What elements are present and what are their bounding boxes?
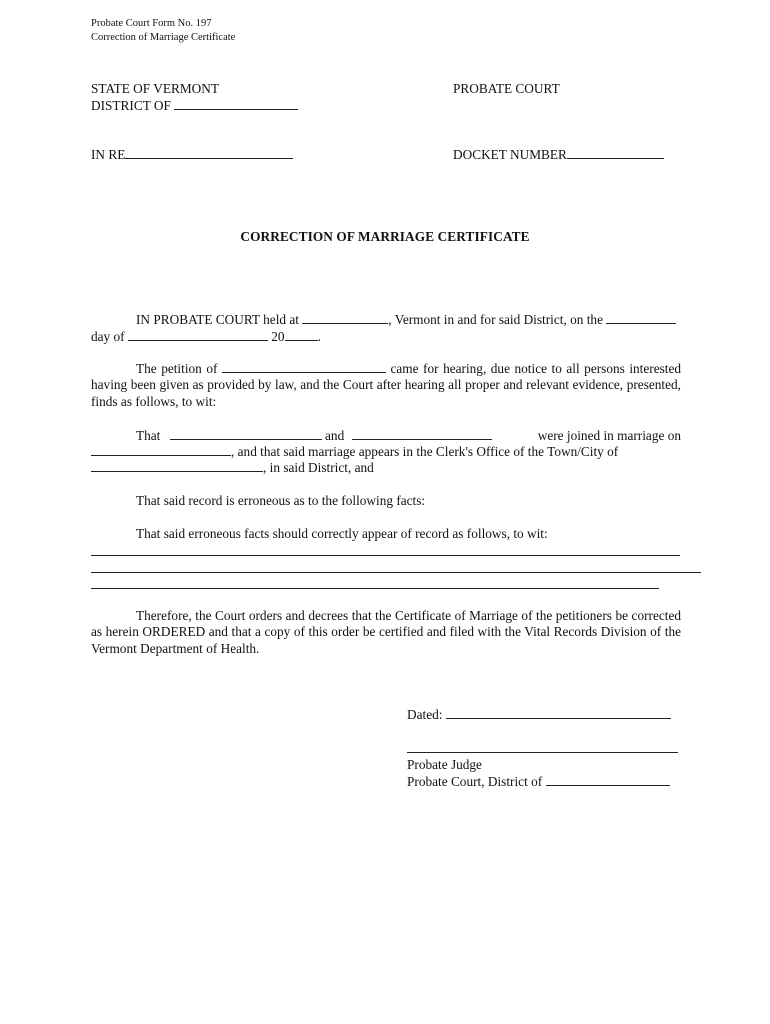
document-title: CORRECTION OF MARRIAGE CERTIFICATE (240, 229, 530, 244)
paragraph-1-line-1 (91, 311, 676, 328)
dated-field[interactable] (446, 707, 671, 719)
correction-line-3[interactable] (91, 588, 659, 589)
district-line (91, 97, 298, 114)
p6-text: Therefore, the Court orders and decrees that the Certificate of Marriage of the petitioners be corrected as herein ORDERED and that a copy of this order be certified and filed with the Vital Records Division of the Vermont Department of Health. (91, 608, 681, 656)
paragraph-5: That said erroneous facts should correctly appear of record as follows, to wit: (136, 526, 548, 541)
in-re-line (91, 146, 293, 163)
form-name: Correction of Marriage Certificate (91, 32, 236, 43)
p2-text-b: came for hearing, due notice to all persons interested having been given as provided by law, and the Court after hearing all proper and relevant evidence, presented, finds as follows, to wit: (91, 361, 682, 409)
dated-line (407, 706, 671, 723)
held-at-field[interactable] (302, 312, 388, 324)
judge-label: Probate Judge (407, 757, 482, 772)
dated-label: Dated: (407, 707, 443, 722)
town-field[interactable] (91, 460, 263, 472)
p1-text-b: , Vermont in and for said District, on the (388, 312, 603, 327)
district-field[interactable] (174, 98, 298, 110)
month-field[interactable] (128, 329, 268, 341)
marriage-date-field[interactable] (91, 444, 231, 456)
judge-signature-line[interactable] (407, 752, 678, 753)
court-district-field[interactable] (546, 774, 670, 786)
year-field[interactable] (285, 329, 318, 341)
district-label: DISTRICT OF (91, 98, 171, 113)
docket-label: DOCKET NUMBER (453, 147, 567, 162)
p3-text-e: , in said District, and (263, 460, 374, 475)
p1-text-c: day of (91, 329, 125, 344)
spouse-1-field[interactable] (170, 428, 322, 440)
docket-field[interactable] (567, 147, 664, 159)
paragraph-3-line-2 (91, 443, 681, 460)
paragraph-2 (91, 361, 681, 410)
court-district-label: Probate Court, District of (407, 774, 543, 789)
spouse-2-field[interactable] (352, 428, 492, 440)
p1-text-e: . (317, 329, 321, 344)
p3-text-d: , and that said marriage appears in the Clerk's Office of the Town/City of (231, 444, 619, 459)
court-district-line (407, 773, 670, 790)
p1-text-a: IN PROBATE COURT held at (136, 312, 299, 327)
docket-line (453, 146, 664, 163)
court-label: PROBATE COURT (453, 81, 560, 96)
in-re-label: IN RE (91, 147, 126, 162)
paragraph-4: That said record is erroneous as to the following facts: (136, 493, 426, 508)
state-label: STATE OF VERMONT (91, 81, 219, 96)
correction-line-1[interactable] (91, 555, 680, 556)
paragraph-3-line-3 (91, 459, 374, 476)
paragraph-1-line-2 (91, 328, 321, 345)
p3-text-c: were joined in marriage on (537, 428, 681, 443)
in-re-field[interactable] (125, 147, 293, 159)
p3-text-b: and (325, 428, 345, 443)
p1-text-d: 20 (271, 329, 285, 344)
p3-text-a: That (136, 428, 161, 443)
correction-line-2[interactable] (91, 572, 701, 573)
petitioner-field[interactable] (222, 361, 386, 373)
day-number-field[interactable] (606, 312, 676, 324)
form-number: Probate Court Form No. 197 (91, 18, 212, 29)
paragraph-6 (91, 608, 681, 657)
paragraph-3-line-1 (91, 427, 681, 444)
p2-text-a: The petition of (136, 361, 218, 376)
